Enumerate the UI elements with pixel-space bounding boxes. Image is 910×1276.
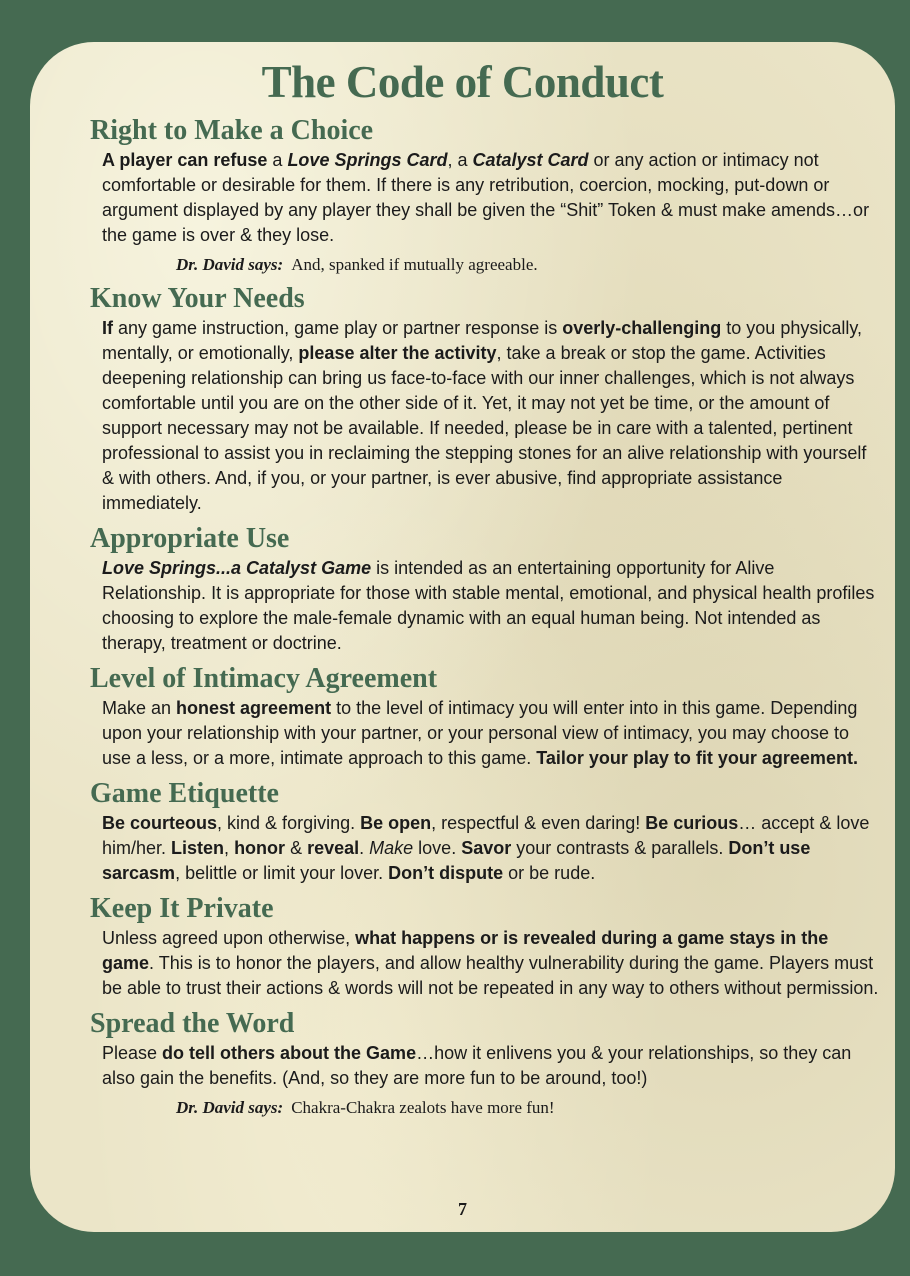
bold-text: honor (234, 838, 286, 858)
body-text: your contrasts & parallels. (511, 838, 729, 858)
section-appropriate-use (90, 522, 880, 656)
quote-text: Chakra-Chakra zealots have more fun! (291, 1098, 555, 1117)
dr-david-quote (176, 254, 880, 276)
section-body (102, 811, 880, 886)
section-intimacy-agreement (90, 662, 880, 771)
body-text: Unless agreed upon otherwise, (102, 928, 356, 948)
section-heading: Game Etiquette (90, 778, 279, 809)
section-body (102, 556, 880, 656)
section-heading: Know Your Needs (90, 283, 305, 314)
body-text: , a (447, 150, 473, 170)
body-text: , kind & forgiving. (217, 813, 361, 833)
quote-attribution: Dr. David says: (176, 1098, 284, 1117)
bold-text: A player can refuse (102, 150, 268, 170)
bold-text: If (102, 318, 113, 338)
body-text: Make an (102, 698, 177, 718)
section-right-to-choice (90, 114, 880, 276)
bold-text: Be curious (645, 813, 739, 833)
body-text: . (359, 838, 370, 858)
bold-text: please alter the activity (298, 343, 497, 363)
section-heading: Level of Intimacy Agreement (90, 663, 438, 694)
body-text: , belittle or limit your lover. (175, 863, 389, 883)
page-title: The Code of Conduct (261, 57, 664, 107)
bold-italic-text: Love Springs Card (287, 150, 448, 170)
section-know-your-needs (90, 282, 880, 516)
body-text: , (224, 838, 235, 858)
italic-text: Make (369, 838, 414, 858)
bold-text: Be courteous (102, 813, 218, 833)
bold-italic-text: Catalyst Card (472, 150, 589, 170)
body-text: love. (413, 838, 462, 858)
bold-text: reveal (307, 838, 360, 858)
dr-david-quote (176, 1097, 880, 1119)
body-text: is intended as an entertaining opportunity for Alive Relationship. It is appropriate for those with stable mental, emotional, and physical health profiles choosing to explore the male-female dynamic with an equal human being. Not intended as therapy, treatment or doctrine. (102, 558, 875, 653)
body-text: any game instruction, game play or partner response is (113, 318, 563, 338)
bold-text: Tailor your play to fit your agreement. (536, 748, 858, 768)
quote-attribution: Dr. David says: (176, 255, 284, 274)
section-body (102, 926, 880, 1001)
body-text: . This is to honor the players, and allow healthy vulnerability during the game. Players must be able to trust their actions & words will not be repeated in any way to others without permission. (102, 953, 879, 998)
bold-italic-text: Love Springs...a Catalyst Game (102, 558, 372, 578)
section-heading: Keep It Private (90, 893, 274, 924)
body-text: , respectful & even daring! (431, 813, 646, 833)
section-body (102, 696, 880, 771)
bold-text: Listen (171, 838, 225, 858)
rules-card (30, 42, 895, 1232)
quote-text: And, spanked if mutually agreeable. (291, 255, 538, 274)
section-body (102, 1041, 880, 1091)
section-spread-the-word (90, 1007, 880, 1119)
bold-text: what happens or is revealed during a game stays in the game (102, 928, 829, 973)
body-text: , take a break or stop the game. Activities deepening relationship can bring us face-to-face with our inner challenges, which is not always comfortable until you are on the other side of it. Yet, it may not yet be time, or the amount of support necessary may not be available. If needed, please be in care with a talented, pertinent professional to assist you in reclaiming the stepping stones for an alive relationship with yourself & with others. And, if you, or your partner, is ever abusive, find appropriate assistance immediately. (102, 343, 867, 513)
section-body (102, 148, 880, 248)
section-body (102, 316, 880, 516)
body-text: a (267, 150, 288, 170)
bold-text: do tell others about the Game (162, 1043, 417, 1063)
rules-content (90, 114, 880, 1125)
section-game-etiquette (90, 777, 880, 886)
body-text: to the level of intimacy you will enter into in this game. Depending upon your relationship with your partner, or your personal view of intimacy, you may choose to use a less, or a more, intimate approach to this game. (102, 698, 858, 768)
body-text: …how it enlivens you & your relationships, so they can also gain the benefits. (And, so they are more fun to be around, too!) (102, 1043, 852, 1088)
bold-text: Be open (360, 813, 432, 833)
body-text: Please (102, 1043, 163, 1063)
bold-text: honest agreement (176, 698, 332, 718)
bold-text: overly-challenging (562, 318, 722, 338)
section-heading: Spread the Word (90, 1008, 295, 1039)
bold-text: Don’t use sarcasm (102, 838, 811, 883)
body-text: … accept & love him/her. (102, 813, 870, 858)
bold-text: Don’t dispute (388, 863, 504, 883)
section-keep-it-private (90, 892, 880, 1001)
body-text: or be rude. (503, 863, 596, 883)
section-heading: Right to Make a Choice (90, 115, 374, 146)
body-text: or any action or intimacy not comfortable or desirable for them. If there is any retribution, coercion, mocking, put-down or argument displayed by any player they shall be given the “Shit” Token & must make amends…or the game is over & they lose. (102, 150, 870, 245)
section-heading: Appropriate Use (90, 523, 290, 554)
body-text: to you physically, mentally, or emotionally, (102, 318, 863, 363)
page-number: 7 (458, 1199, 467, 1219)
bold-text: Savor (461, 838, 512, 858)
body-text: & (285, 838, 308, 858)
